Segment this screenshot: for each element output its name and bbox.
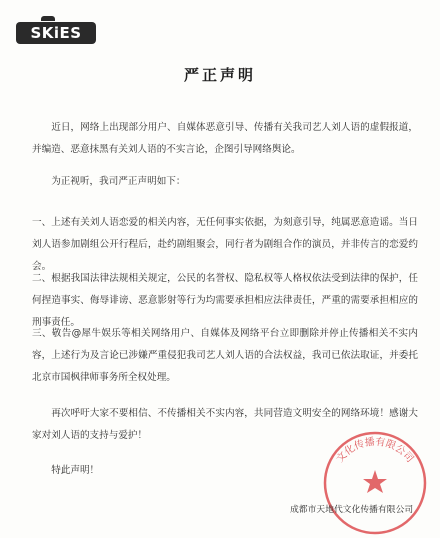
point-three: 三、敬告@犀牛娱乐等相关网络用户、自媒体及网络平台立即删除并停止传播相关不实内容，上述行为及言论已涉嫌严重侵犯我司艺人刘人语的合法权益，我司已依法取证，并委托北京市国枫律师事务所全权处理。 xyxy=(32,328,418,383)
closing-line: 特此声明！ xyxy=(51,465,100,476)
appeal-paragraph: 再次呼吁大家不要相信、不传播相关不实内容，共同营造文明安全的网络环境！感谢大家对刘人语的支持与爱护！ xyxy=(32,408,418,441)
company-logo: SKiES xyxy=(16,22,96,44)
point-two: 二、根据我国法律法规相关规定，公民的名誉权、隐私权等人格权依法受到法律的保护，任何捏造事实、侮辱诽谤、恶意影射等行为均需要承担相应法律责任，严重的需要承担相应的刑事责任。 xyxy=(32,273,418,328)
declaration-lead: 为正视听，我司严正声明如下： xyxy=(51,176,186,187)
logo-tab xyxy=(41,16,55,21)
intro-paragraph: 近日，网络上出现部分用户、自媒体恶意引导、传播有关我司艺人刘人语的虚假报道，并编造、恶意抹黑有关刘人语的不实言论，企图引导网络舆论。 xyxy=(32,122,418,155)
svg-text:文化传播有限公司: 文化传播有限公司 xyxy=(334,436,416,465)
company-seal xyxy=(320,428,430,538)
page-title: 严正声明 xyxy=(183,66,256,84)
company-signature: 成都市天地代文化传播有限公司 xyxy=(290,505,414,515)
point-one: 一、上述有关刘人语恋爱的相关内容，无任何事实依据，为刻意引导，纯属恶意造谣。当日刘人语参加剧组公开行程后，赴约剧组聚会，同行者为剧组合作的演员，并非传言的恋爱约会。 xyxy=(32,217,418,272)
